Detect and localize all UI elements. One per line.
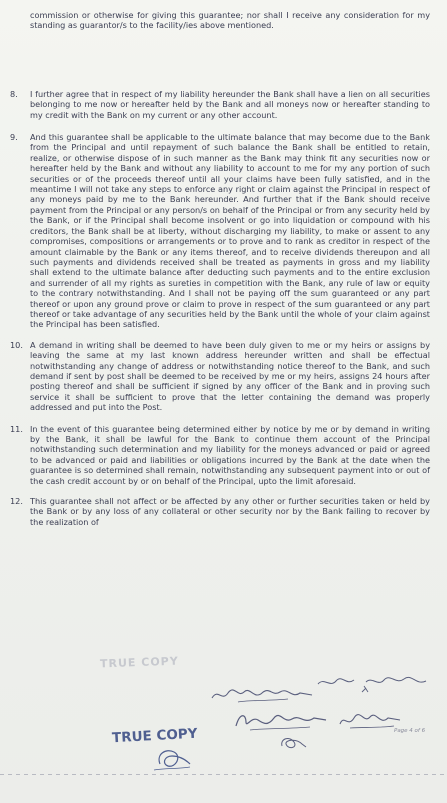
true-copy-stamp: TRUE COPY [111, 725, 198, 747]
page-number: Page 4 of 6 [394, 728, 426, 734]
clause-number: 9. [10, 132, 18, 143]
clause-number: 10. [10, 339, 23, 350]
signature-3 [232, 708, 332, 734]
clause-text: I further agree that in respect of my liability hereunder the Bank shall have a lien on all securities belonging to me now or hereafter held by the Bank and all moneys now or hereafter standing to my credit with the Bank on my current or any other account. [30, 88, 430, 120]
page-divider [0, 774, 447, 775]
clause-number: 11. [10, 423, 23, 434]
clause-number: 12. [10, 496, 23, 507]
clause-text: A demand in writing shall be deemed to have been duly given to me or my heirs or assigns by leaving the same at my last known address hereunder written and shall be effectual notwithstanding any change of address or notwithstanding notice thereof to the Bank, and such demand if sent by post shall be deemed to be received by me or my heirs, assigns 24 hours after posting thereof and shall be sufficient if signed by any officer of the Bank and in proving such service it shall be sufficient to prove that the letter containing the demand was properly addressed and put into the Post. [30, 339, 430, 413]
intro-paragraph: commission or otherwise for giving this guarantee; nor shall I receive any consideration for my standing as guarantor/s to the facility/ies above mentioned. [30, 10, 430, 31]
clause-text: In the event of this guarantee being determined either by notice by me or by demand in writing by the Bank, it shall be lawful for the Bank to continue them account of the Principal notwithstanding such determination and my liability for the moneys advanced or paid or agreed to be advanced or paid and liabilities or obligations incurred by the Bank at the date when the guarantee is so determined shall remain, notwithstanding any subsequent payment into or out of the cash credit account by or on behalf of the Principal, upto the limit aforesaid. [30, 423, 430, 486]
guarantee-text [10, 10, 430, 527]
clause-9 [10, 132, 430, 330]
clause-8 [10, 89, 430, 120]
clause-text: And this guarantee shall be applicable to the ultimate balance that may become due to the Bank from the Principal and until repayment of such balance the Bank shall be entitled to retain, realize, or otherwise dispose of in such manner as the Bank may think fit any securities now or hereafter held by the Bank and without any liability to account to me for my any portion of such securities or of the proceeds thereof until all your claims have been fully satisfied, and in the meantime I will not take any steps to enforce any right or claim against the Principal in respect of any moneys paid by me to the Bank hereunder. And further that if the Bank should receive payment from the Principal or any person/s on behalf of the Principal or from any security held by the Bank, or if the Principal shall become insolvent or go into liquidation or compound with his creditors, the Bank shall be at liberty, without discharging my liability, to make or assent to any compromises, compositions or arrangements or to prove and to rank as creditor in respect of the amount claimable by the Bank or any items thereof, and to receive dividends thereupon and all such payments and dividends received shall be treated as payments in gross and my liability shall extend to the ultimate balance after deducting such payments and to the entire exclusion and surrender of all my rights as sureties in competition with the Bank, any rule of law or equity to the contrary notwithstanding. And I shall not be paying off the sum guaranteed or any part thereof or upon any ground prove or claim to prove in respect of the sum guaranteed or any part thereof or take advantage of any securities held by the Bank until the whole of your claim against the Principal has been satisfied. [30, 132, 430, 330]
clause-10 [10, 340, 430, 413]
true-copy-stamp-faint: TRUE COPY [99, 654, 179, 671]
signature-1 [208, 684, 318, 706]
clause-text: This guarantee shall not affect or be affected by any other or further securities taken or held by the Bank or by any loss of any collateral or other security nor by the Bank failing to recover by the realization of [30, 496, 430, 527]
signature-6 [150, 744, 194, 774]
signature-2 [312, 672, 432, 694]
clause-number: 8. [10, 88, 18, 99]
clause-11 [10, 424, 430, 486]
signature-5 [276, 732, 310, 754]
clause-12 [10, 496, 430, 527]
